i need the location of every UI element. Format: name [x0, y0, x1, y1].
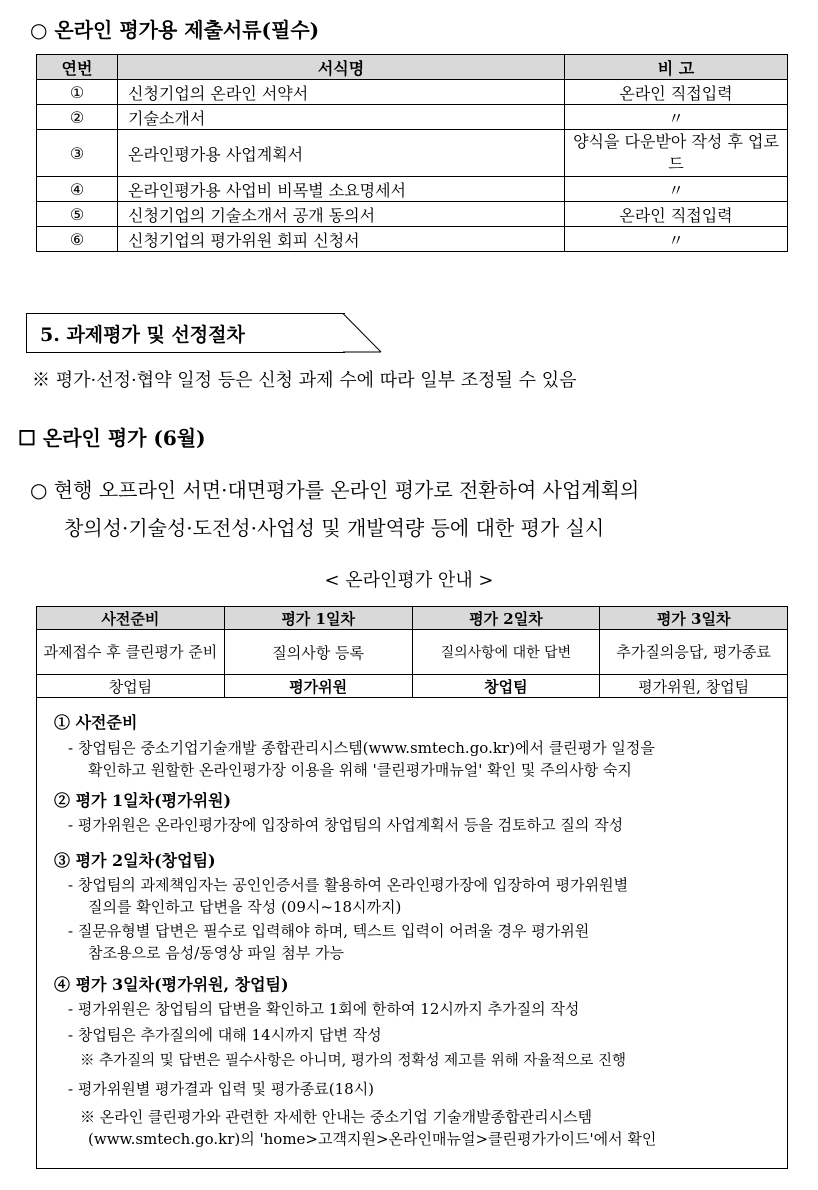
detail-note: (www.smtech.go.kr)의 'home>고객지원>온라인매뉴얼>클린평가가이드'에서 확인: [88, 1130, 657, 1148]
col-header-form: 서식명: [118, 55, 565, 80]
schedule-col-prep: 사전준비: [37, 607, 225, 630]
schedule-actor: 평가위원, 창업팀: [600, 675, 788, 698]
row-note: 〃: [565, 105, 788, 130]
detail-day2-title: ③ 평가 2일차(창업팀): [54, 851, 216, 870]
schedule-task: 추가질의응답, 평가종료: [600, 630, 788, 675]
row-note: 〃: [565, 177, 788, 202]
detail-line: 질의를 확인하고 답변을 작성 (09시~18시까지): [88, 898, 402, 916]
row-form-name: 기술소개서: [118, 105, 565, 130]
row-form-name: 신청기업의 기술소개서 공개 동의서: [118, 202, 565, 227]
bullet-line-2: 창의성·기술성·도전성·사업성 및 개발역량 등에 대한 평가 실시: [64, 516, 605, 540]
schedule-actor: 창업팀: [412, 675, 600, 698]
row-note: 온라인 직접입력: [565, 202, 788, 227]
row-form-name: 온라인평가용 사업계획서: [118, 130, 565, 177]
row-no: ③: [37, 130, 118, 177]
detail-line: - 평가위원은 창업팀의 답변을 확인하고 1회에 한하여 12시까지 추가질의 작성: [68, 1000, 580, 1018]
schedule-task: 질의사항에 대한 답변: [412, 630, 600, 675]
schedule-col-day2: 평가 2일차: [412, 607, 600, 630]
schedule-col-day3: 평가 3일차: [600, 607, 788, 630]
table-header-row: [37, 55, 788, 80]
row-form-name: 신청기업의 평가위원 회피 신청서: [118, 227, 565, 252]
detail-line: - 질문유형별 답변은 필수로 입력해야 하며, 텍스트 입력이 어려울 경우 평가위원: [68, 922, 590, 940]
schedule-col-day1: 평가 1일차: [224, 607, 412, 630]
detail-prep-title: ① 사전준비: [54, 713, 138, 732]
table-row: [37, 177, 788, 202]
detail-note: ※ 추가질의 및 답변은 필수사항은 아니며, 평가의 정확성 제고를 위해 자율적으로 진행: [80, 1053, 627, 1069]
detail-line: - 평가위원은 온라인평가장에 입장하여 창업팀의 사업계획서 등을 검토하고 질의 작성: [68, 816, 624, 834]
row-note: 〃: [565, 227, 788, 252]
section-title: 5. 과제평가 및 선정절차: [40, 324, 245, 346]
schedule-task: 질의사항 등록: [224, 630, 412, 675]
row-no: ①: [37, 80, 118, 105]
detail-day3-title: ④ 평가 3일차(평가위원, 창업팀): [54, 975, 289, 994]
section-title-box-corner: [343, 313, 383, 353]
schedule-task: 과제접수 후 클린평가 준비: [37, 630, 225, 675]
col-header-note: 비 고: [565, 55, 788, 80]
row-no: ④: [37, 177, 118, 202]
row-no: ⑥: [37, 227, 118, 252]
detail-line: 참조용으로 음성/동영상 파일 첨부 가능: [88, 944, 344, 962]
schedule-actor: 창업팀: [37, 675, 225, 698]
section-heading-documents: ○ 온라인 평가용 제출서류(필수): [30, 18, 320, 42]
detail-day1-title: ② 평가 1일차(평가위원): [54, 791, 232, 810]
schedule-table: [36, 606, 788, 698]
bullet-line-1: ○ 현행 오프라인 서면·대면평가를 온라인 평가로 전환하여 사업계획의: [30, 478, 640, 502]
table-row: [37, 80, 788, 105]
row-no: ⑤: [37, 202, 118, 227]
col-header-no: 연번: [37, 55, 118, 80]
detail-line: - 창업팀은 추가질의에 대해 14시까지 답변 작성: [68, 1026, 382, 1044]
schedule-header-row: [37, 607, 788, 630]
row-note: 양식을 다운받아 작성 후 업로드: [565, 130, 788, 177]
detail-line: 확인하고 원할한 온라인평가장 이용을 위해 '클린평가매뉴얼' 확인 및 주의사항 숙지: [88, 761, 632, 779]
table-row: [37, 130, 788, 177]
detail-line: - 창업팀은 중소기업기술개발 종합관리시스템(www.smtech.go.kr)에서 클린평가 일정을: [68, 739, 655, 757]
table-row: [37, 105, 788, 130]
detail-note: ※ 온라인 클린평가와 관련한 자세한 안내는 중소기업 기술개발종합관리시스템: [80, 1108, 593, 1126]
row-form-name: 신청기업의 온라인 서약서: [118, 80, 565, 105]
schedule-task-row: [37, 630, 788, 675]
row-no: ②: [37, 105, 118, 130]
schedule-note: ※ 평가·선정·협약 일정 등은 신청 과제 수에 따라 일부 조정될 수 있음: [32, 370, 577, 391]
row-note: 온라인 직접입력: [565, 80, 788, 105]
schedule-actor: 평가위원: [224, 675, 412, 698]
table-row: [37, 202, 788, 227]
row-form-name: 온라인평가용 사업비 비목별 소요명세서: [118, 177, 565, 202]
detail-line: - 창업팀의 과제책임자는 공인인증서를 활용하여 온라인평가장에 입장하여 평가위원별: [68, 876, 629, 894]
detail-line: - 평가위원별 평가결과 입력 및 평가종료(18시): [68, 1080, 375, 1098]
online-eval-heading: ☐ 온라인 평가 (6월): [18, 426, 206, 450]
documents-table: [36, 54, 788, 252]
table-row: [37, 227, 788, 252]
guide-title: < 온라인평가 안내 >: [324, 570, 494, 591]
schedule-actor-row: [37, 675, 788, 698]
